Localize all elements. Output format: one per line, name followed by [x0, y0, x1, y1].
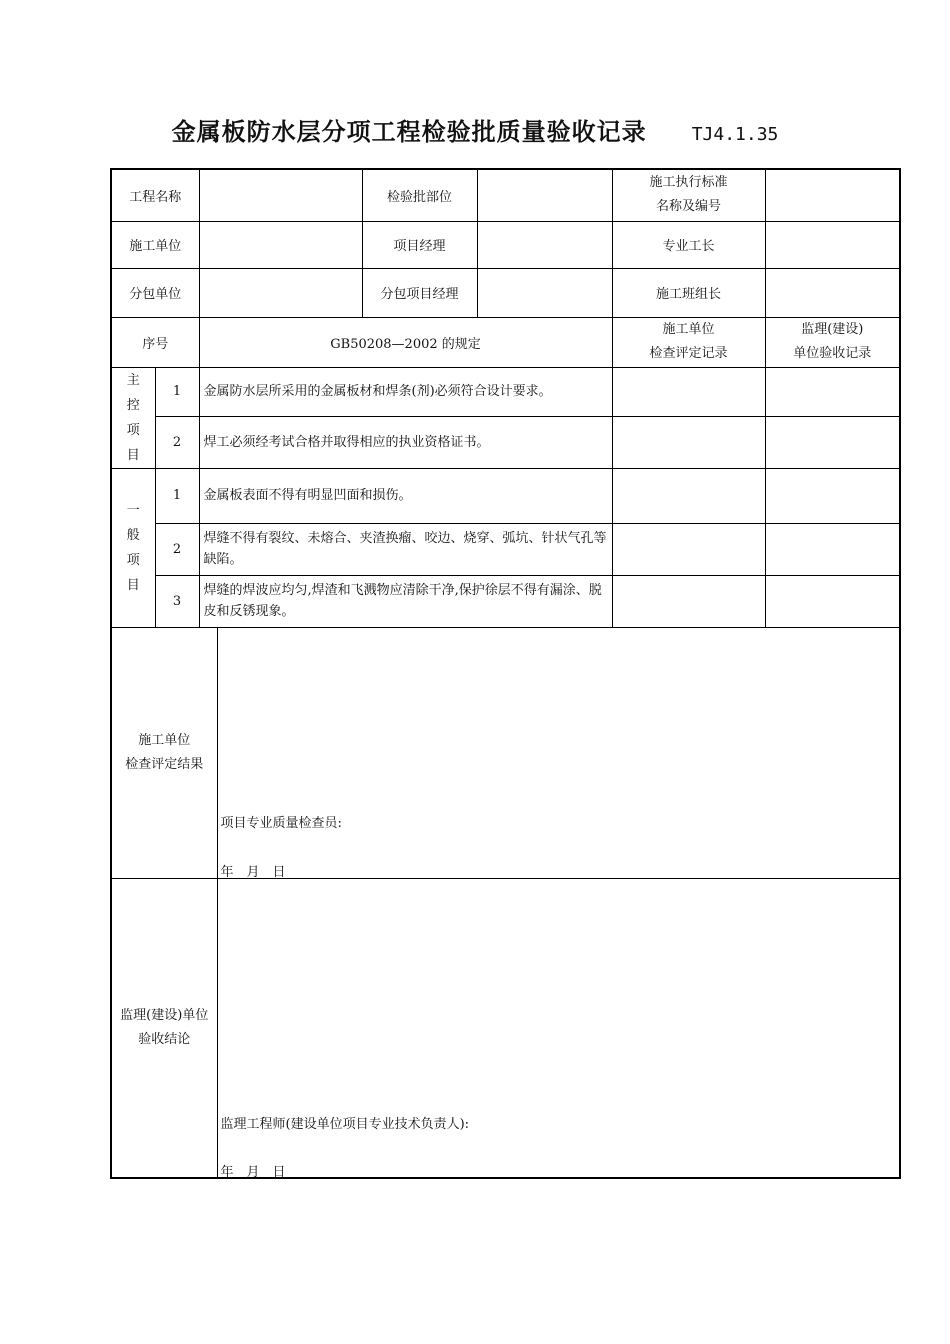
group-char: 控 — [126, 397, 140, 413]
general-item-row — [111, 523, 900, 575]
construction-check-cell[interactable] — [612, 416, 765, 468]
item-number: 1 — [155, 367, 199, 416]
group-char: 项 — [126, 552, 140, 568]
construction-result-label-line-2: 检查评定结果 — [125, 756, 204, 772]
header-row-construction — [111, 221, 900, 268]
main-item-row — [111, 367, 900, 416]
inspection-part-label: 检验批部位 — [362, 169, 477, 221]
group-char: 一 — [126, 502, 140, 518]
subcontract-manager-label: 分包项目经理 — [362, 268, 477, 317]
supervision-check-cell[interactable] — [765, 416, 900, 468]
column-header-row — [111, 317, 900, 367]
inspection-part-field[interactable] — [477, 169, 612, 221]
item-requirement: 金属防水层所采用的金属板材和焊条(剂)必须符合设计要求。 — [199, 367, 612, 416]
team-leader-field[interactable] — [765, 268, 900, 317]
quality-inspector-signature: 项目专业质量检查员: — [220, 815, 342, 831]
supervision-result-label-line-1: 监理(建设)单位 — [120, 1007, 209, 1023]
project-name-label: 工程名称 — [111, 169, 199, 221]
construction-check-header-line-1: 施工单位 — [662, 322, 715, 337]
supervision-result-date: 年 月 日 — [220, 1164, 286, 1180]
item-requirement: 焊缝的焊波应均匀,焊渣和飞溅物应清除干净,保护徐层不得有漏涂、脱皮和反锈现象。 — [199, 575, 612, 627]
supervision-result-label-line-2: 验收结论 — [138, 1031, 191, 1047]
seq-label: 序号 — [111, 317, 199, 367]
supervision-check-header-line-1: 监理(建设) — [801, 322, 864, 337]
foreman-label: 专业工长 — [612, 221, 765, 268]
item-number: 3 — [155, 575, 199, 627]
project-name-field[interactable] — [199, 169, 362, 221]
construction-result-label-line-1: 施工单位 — [138, 732, 191, 748]
construction-check-header — [612, 317, 765, 367]
item-requirement: 金属板表面不得有明显凹面和损伤。 — [199, 468, 612, 523]
group-char: 目 — [126, 447, 140, 463]
supervision-check-header-line-2: 单位验收记录 — [793, 346, 872, 361]
subcontract-unit-field[interactable] — [199, 268, 362, 317]
construction-result-date: 年 月 日 — [220, 864, 286, 880]
subcontract-unit-label: 分包单位 — [111, 268, 199, 317]
general-item-row — [111, 468, 900, 523]
construction-check-cell[interactable] — [612, 367, 765, 416]
construction-check-cell[interactable] — [612, 523, 765, 575]
supervision-result-row — [111, 878, 900, 1178]
standard-label — [612, 169, 765, 221]
standard-label-line-1: 施工执行标准 — [649, 175, 728, 191]
item-number: 2 — [155, 523, 199, 575]
supervision-check-cell[interactable] — [765, 575, 900, 627]
header-row-subcontract — [111, 268, 900, 317]
construction-check-cell[interactable] — [612, 468, 765, 523]
inspection-record-table — [110, 168, 901, 1179]
document-title: 金属板防水层分项工程检验批质量验收记录 — [171, 118, 647, 146]
construction-result-row — [111, 627, 900, 878]
foreman-field[interactable] — [765, 221, 900, 268]
group-char: 主 — [126, 372, 140, 388]
construction-unit-label: 施工单位 — [111, 221, 199, 268]
supervision-result-label — [111, 878, 217, 1178]
item-number: 2 — [155, 416, 199, 468]
header-row-project — [111, 169, 900, 221]
construction-result-label — [111, 627, 217, 878]
subcontract-manager-field[interactable] — [477, 268, 612, 317]
construction-check-header-line-2: 检查评定记录 — [649, 346, 728, 361]
construction-unit-field[interactable] — [199, 221, 362, 268]
document-title-bar — [0, 112, 950, 147]
project-manager-label: 项目经理 — [362, 221, 477, 268]
item-number: 1 — [155, 468, 199, 523]
group-char: 目 — [126, 577, 140, 593]
standard-field[interactable] — [765, 169, 900, 221]
construction-result-field[interactable] — [217, 627, 900, 878]
supervision-check-cell[interactable] — [765, 367, 900, 416]
main-items-group-label — [111, 367, 155, 468]
group-char: 项 — [126, 422, 140, 438]
main-item-row — [111, 416, 900, 468]
supervision-check-cell[interactable] — [765, 523, 900, 575]
spec-label: GB50208—2002 的规定 — [199, 317, 612, 367]
general-items-group-label — [111, 468, 155, 627]
document-code: TJ4.1.35 — [691, 124, 779, 145]
group-char: 般 — [126, 527, 140, 543]
team-leader-label: 施工班组长 — [612, 268, 765, 317]
item-requirement: 焊工必须经考试合格并取得相应的执业资格证书。 — [199, 416, 612, 468]
construction-check-cell[interactable] — [612, 575, 765, 627]
project-manager-field[interactable] — [477, 221, 612, 268]
supervision-check-cell[interactable] — [765, 468, 900, 523]
standard-label-line-2: 名称及编号 — [656, 199, 722, 215]
item-requirement: 焊缝不得有裂纹、未熔合、夹渣换瘤、咬边、烧穿、弧坑、针状气孔等缺陷。 — [199, 523, 612, 575]
supervision-result-field[interactable] — [217, 878, 900, 1178]
supervising-engineer-signature: 监理工程师(建设单位项目专业技术负责人): — [220, 1116, 470, 1132]
supervision-check-header — [765, 317, 900, 367]
general-item-row — [111, 575, 900, 627]
